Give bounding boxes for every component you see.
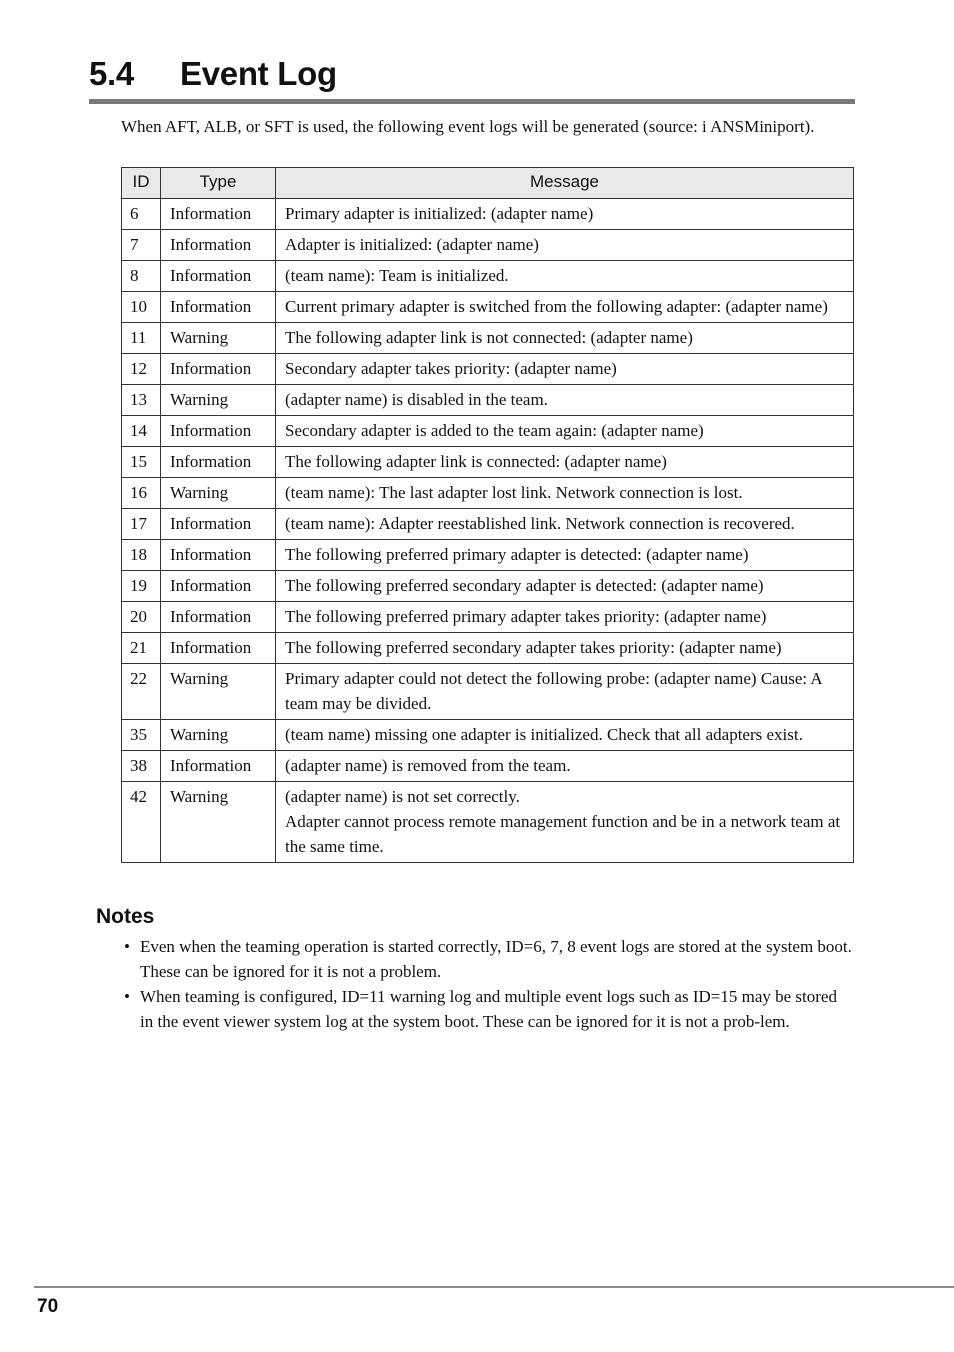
cell-type: Information (161, 447, 276, 478)
cell-message: (team name): Team is initialized. (276, 261, 854, 292)
table-row (122, 292, 854, 323)
cell-type: Warning (161, 478, 276, 509)
cell-message: The following adapter link is connected: (adapter name) (276, 447, 854, 478)
cell-message: (adapter name) is not set correctly. Adapter cannot process remote management function and be in a network team at the same time. (276, 782, 854, 863)
cell-type: Information (161, 416, 276, 447)
cell-message: Current primary adapter is switched from the following adapter: (adapter name) (276, 292, 854, 323)
header-type: Type (161, 168, 276, 199)
cell-id: 19 (122, 571, 161, 602)
cell-message: (adapter name) is disabled in the team. (276, 385, 854, 416)
table-row (122, 354, 854, 385)
table-row (122, 230, 854, 261)
cell-message: The following preferred primary adapter is detected: (adapter name) (276, 540, 854, 571)
cell-message: The following preferred secondary adapter takes priority: (adapter name) (276, 633, 854, 664)
cell-id: 7 (122, 230, 161, 261)
cell-id: 21 (122, 633, 161, 664)
note-item (121, 984, 854, 1034)
table-row (122, 720, 854, 751)
table-row (122, 664, 854, 720)
table-row (122, 416, 854, 447)
cell-id: 20 (122, 602, 161, 633)
cell-type: Information (161, 540, 276, 571)
cell-id: 15 (122, 447, 161, 478)
cell-message: Primary adapter is initialized: (adapter name) (276, 199, 854, 230)
cell-type: Information (161, 354, 276, 385)
cell-id: 8 (122, 261, 161, 292)
table-header-row (122, 168, 854, 199)
cell-id: 10 (122, 292, 161, 323)
cell-type: Warning (161, 664, 276, 720)
cell-id: 18 (122, 540, 161, 571)
cell-message: The following adapter link is not connected: (adapter name) (276, 323, 854, 354)
cell-type: Warning (161, 720, 276, 751)
header-id: ID (122, 168, 161, 199)
table-row (122, 633, 854, 664)
cell-type: Information (161, 602, 276, 633)
table-row (122, 323, 854, 354)
table-row (122, 199, 854, 230)
cell-message: (adapter name) is removed from the team. (276, 751, 854, 782)
cell-type: Information (161, 571, 276, 602)
table-row (122, 447, 854, 478)
cell-message: Primary adapter could not detect the following probe: (adapter name) Cause: A team may be divided. (276, 664, 854, 720)
table-row (122, 602, 854, 633)
bullet-icon: • (124, 937, 130, 956)
note-item (121, 934, 854, 984)
header-message: Message (276, 168, 854, 199)
cell-type: Information (161, 199, 276, 230)
cell-id: 22 (122, 664, 161, 720)
cell-id: 38 (122, 751, 161, 782)
cell-message: The following preferred primary adapter takes priority: (adapter name) (276, 602, 854, 633)
title-rule (89, 99, 855, 104)
cell-type: Information (161, 509, 276, 540)
page-number: 70 (37, 1296, 59, 1317)
cell-id: 17 (122, 509, 161, 540)
table-row (122, 540, 854, 571)
cell-id: 13 (122, 385, 161, 416)
cell-message: Adapter is initialized: (adapter name) (276, 230, 854, 261)
cell-type: Information (161, 292, 276, 323)
section-title: Event Log (180, 55, 337, 92)
notes-list (121, 934, 854, 1034)
cell-id: 35 (122, 720, 161, 751)
cell-id: 6 (122, 199, 161, 230)
table-row (122, 385, 854, 416)
table-row (122, 782, 854, 863)
cell-type: Information (161, 230, 276, 261)
table-row (122, 751, 854, 782)
table-row (122, 509, 854, 540)
bullet-icon: • (124, 987, 130, 1006)
cell-message: Secondary adapter takes priority: (adapter name) (276, 354, 854, 385)
cell-type: Warning (161, 782, 276, 863)
table-row (122, 571, 854, 602)
notes-heading: Notes (96, 905, 155, 928)
cell-id: 14 (122, 416, 161, 447)
cell-message: Secondary adapter is added to the team again: (adapter name) (276, 416, 854, 447)
page-title (89, 52, 337, 96)
cell-id: 42 (122, 782, 161, 863)
cell-type: Information (161, 751, 276, 782)
note-text: When teaming is configured, ID=11 warning log and multiple event logs such as ID=15 may be stored in the event viewer system log at the system boot. These can be ignored for it is not a prob-lem. (140, 987, 837, 1031)
cell-message: (team name): Adapter reestablished link. Network connection is recovered. (276, 509, 854, 540)
section-number: 5.4 (89, 55, 134, 92)
cell-message: (team name): The last adapter lost link. Network connection is lost. (276, 478, 854, 509)
cell-type: Warning (161, 323, 276, 354)
cell-id: 12 (122, 354, 161, 385)
cell-id: 11 (122, 323, 161, 354)
cell-type: Information (161, 261, 276, 292)
cell-message: (team name) missing one adapter is initialized. Check that all adapters exist. (276, 720, 854, 751)
table-row (122, 261, 854, 292)
cell-type: Information (161, 633, 276, 664)
cell-type: Warning (161, 385, 276, 416)
cell-message: The following preferred secondary adapter is detected: (adapter name) (276, 571, 854, 602)
intro-paragraph: When AFT, ALB, or SFT is used, the following event logs will be generated (source: i ANSMiniport). (121, 117, 815, 136)
footer-rule (34, 1286, 954, 1288)
cell-id: 16 (122, 478, 161, 509)
event-log-table (121, 167, 854, 863)
table-row (122, 478, 854, 509)
note-text: Even when the teaming operation is started correctly, ID=6, 7, 8 event logs are stored at the system boot. These can be ignored for it is not a problem. (140, 937, 852, 981)
